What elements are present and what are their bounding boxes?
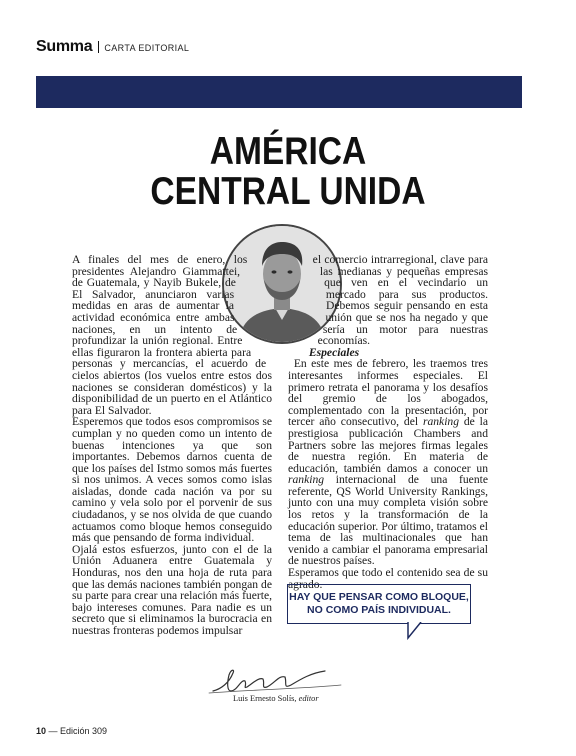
page-footer xyxy=(36,726,107,736)
header-band xyxy=(36,76,522,108)
header-divider xyxy=(98,41,99,53)
speech-tail-icon xyxy=(407,622,423,640)
pull-quote xyxy=(287,584,471,624)
section-subhead: Especiales xyxy=(308,345,360,359)
title-line-1: AMÉRICA xyxy=(209,130,367,173)
paragraph-text: En este mes de febrero, les traemos tres interesantes informes especiales. El primero retrata el panorama y los desafíos del gremio de los abogados, complementado con la presentación, por tercer año consecutivo, del xyxy=(288,357,488,429)
italic-term: ranking xyxy=(422,415,460,429)
paragraph-text: internacional de una fuente referente, QS World University Rankings, junto con una muy completa visión sobre los retos y la transformación de la educación superior. Por último, tratamos el tema de las multinacionales que han venido a cambiar el panorama empresarial de nuestros países. xyxy=(288,473,488,568)
pull-quote-line-2: NO COMO PAÍS INDIVIDUAL. xyxy=(307,604,451,616)
page-title xyxy=(40,132,535,212)
signature-icon xyxy=(207,665,347,697)
italic-term: ranking xyxy=(288,473,325,487)
page-number: 10 xyxy=(36,726,47,736)
paragraph-text: de la prestigiosa publicación Chambers and Partners sobre las mejores firmas legales de nuestra región. En materia de educación, también damos a conocer un xyxy=(288,415,489,475)
title-line-2: CENTRAL UNIDA xyxy=(150,170,426,213)
right-paragraph-2 xyxy=(288,358,488,567)
brand-logo: Summa xyxy=(36,38,93,55)
edition-label: — Edición 309 xyxy=(48,726,108,736)
left-column xyxy=(72,254,272,637)
page-header xyxy=(36,38,189,56)
left-paragraph-2: Esperemos que todos esos compromisos se cumplan y no queden como un intento de buenas intenciones ya que son importantes. Debemos darnos cuenta de que los países del Istmo somos más fuertes si nos unimos. A veces somos como islas aisladas, donde cada nación va por su camino y vela solo por el porvenir de sus ciudadanos, y se nos olvida de que cuando actuamos como bloque hemos conseguido más que pensando de forma individual. xyxy=(72,415,272,545)
right-paragraph-3: Esperamos que todo el contenido sea de su agrado. xyxy=(288,566,488,591)
right-paragraph-1: el comercio intrarregional, clave para las medianas y pequeñas empresas que ven en el vecindario un mercado para sus productos. Debemos seguir pensando en esta unión que se nos ha negado y que sería un motor para nuestras economías. xyxy=(312,253,488,348)
editor-name: Luis Ernesto Solís, xyxy=(233,694,297,703)
section-label: CARTA EDITORIAL xyxy=(104,43,190,53)
editor-role: editor xyxy=(298,694,319,703)
right-column xyxy=(288,254,488,590)
left-paragraph-1: A finales del mes de enero, los presidentes Alejandro Giammattei, de Guatemala, y Nayib Bukele, de El Salvador, anunciaron varias medidas en aras de aumentar la actividad económica entre ambas naciones, en un intento de profundizar la unión regional. Entre ellas figuraron la frontera abierta para personas y mercancías, el acuerdo de cielos abiertos (los vuelos entre estos dos naciones se consideran domésticos) y la disponibilidad de un puerto en el Atlántico para El Salvador. xyxy=(72,253,272,417)
pull-quote-line-1: HAY QUE PENSAR COMO BLOQUE, xyxy=(289,591,469,603)
left-paragraph-3: Ojalá estos esfuerzos, junto con el de la Unión Aduanera entre Guatemala y Honduras, nos den una hoja de ruta para que las demás naciones también pongan de su parte para crear una relación más fuerte, bajo intereses comunes. Para nadie es un secreto que si eliminamos la burocracia en nuestras fronteras podemos impulsar xyxy=(72,542,272,637)
signature-caption xyxy=(233,694,319,703)
